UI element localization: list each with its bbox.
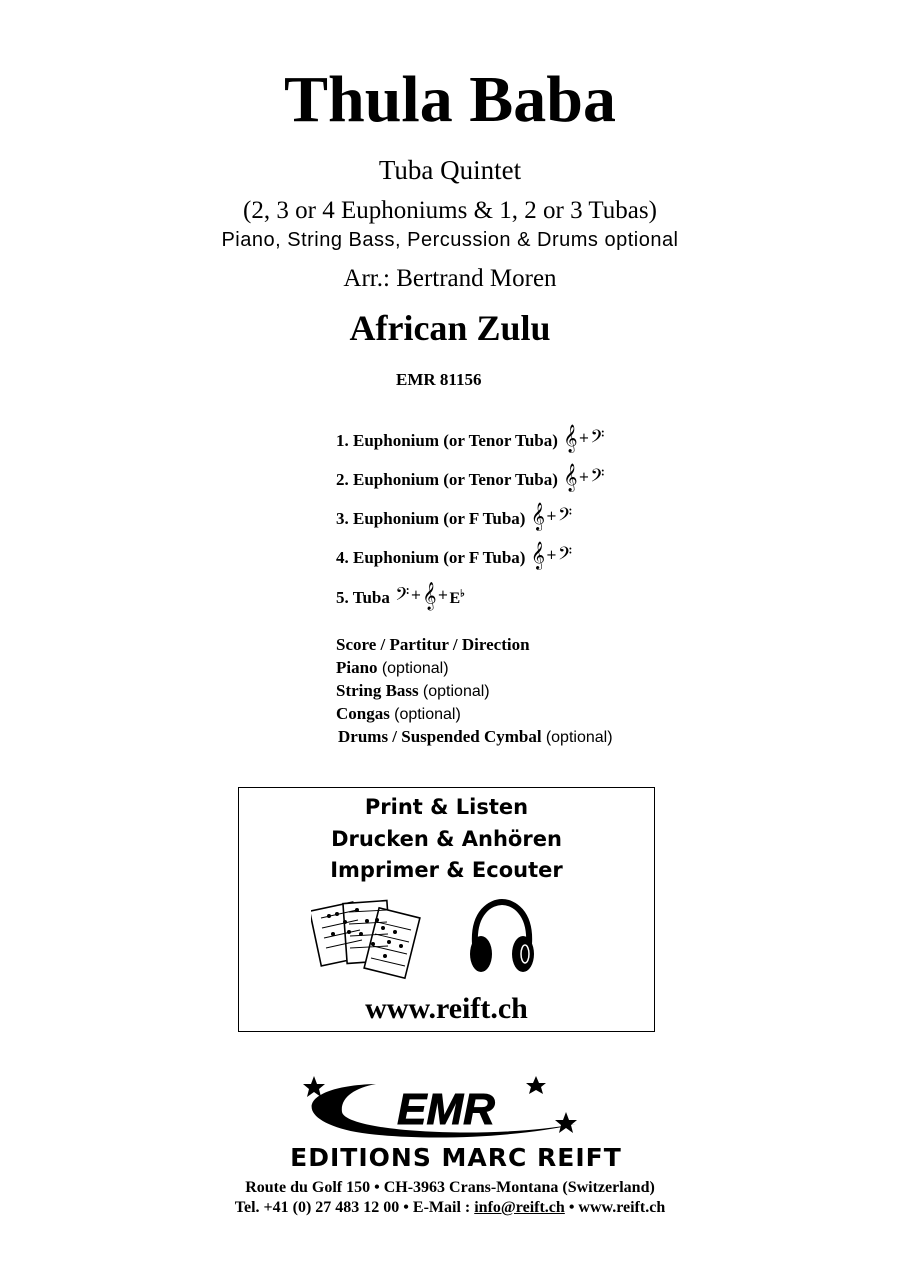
logo-mark: EMR bbox=[397, 1085, 495, 1134]
treble-bass-clef-icon: 𝄞+𝄢 bbox=[563, 424, 605, 452]
part-1 bbox=[336, 424, 605, 454]
extra-score: Score / Partitur / Direction bbox=[336, 635, 530, 654]
extra-congas: Congas (optional) bbox=[336, 704, 461, 723]
headphones-icon bbox=[467, 898, 537, 978]
part-label: 1. Euphonium (or Tenor Tuba) bbox=[336, 431, 558, 450]
footer-address: Route du Golf 150 • CH-3963 Crans-Montana (Switzerland) bbox=[245, 1179, 655, 1196]
extra-piano: Piano (optional) bbox=[336, 658, 449, 677]
treble-bass-clef-icon: 𝄞+𝄢 bbox=[530, 502, 573, 530]
footer-contact: Tel. +41 (0) 27 483 12 00 • E-Mail : info@reift.ch • www.reift.ch bbox=[234, 1199, 666, 1216]
page-title: Thula Baba bbox=[284, 63, 616, 136]
print-listen-box bbox=[238, 787, 655, 1032]
extra-drums: Drums / Suspended Cymbal (optional) bbox=[338, 727, 613, 746]
part-label: 3. Euphonium (or F Tuba) bbox=[336, 509, 526, 528]
subtitle: Tuba Quintet bbox=[378, 155, 522, 185]
sheet-music-icon bbox=[311, 896, 423, 982]
genre: African Zulu bbox=[349, 308, 551, 348]
part-label: 5. Tuba bbox=[336, 587, 390, 607]
bass-treble-eflat-clef-icon: 𝄢+𝄞+E♭ bbox=[395, 581, 465, 610]
promo-line: Print & Listen bbox=[364, 795, 529, 819]
emr-logo bbox=[236, 1072, 676, 1168]
part-label: 4. Euphonium (or F Tuba) bbox=[336, 548, 526, 567]
instrumentation: (2, 3 or 4 Euphoniums & 1, 2 or 3 Tubas) bbox=[243, 197, 657, 224]
catalog-number: EMR 81156 bbox=[396, 370, 482, 389]
promo-url-link[interactable]: www.reift.ch bbox=[365, 992, 528, 1025]
optional-instruments: Piano, String Bass, Percussion & Drums optional bbox=[221, 229, 679, 251]
tuba-alt-label: E bbox=[449, 590, 461, 608]
part-4 bbox=[336, 541, 573, 571]
promo-line: Imprimer & Ecouter bbox=[330, 858, 563, 882]
part-2 bbox=[336, 463, 605, 493]
part-5 bbox=[336, 581, 465, 611]
email-link[interactable]: info@reift.ch bbox=[474, 1199, 565, 1216]
treble-bass-clef-icon: 𝄞+𝄢 bbox=[563, 463, 605, 491]
promo-line: Drucken & Anhören bbox=[331, 827, 562, 851]
part-3 bbox=[336, 502, 573, 532]
logo-name: EDITIONS MARC REIFT bbox=[290, 1143, 622, 1168]
treble-bass-clef-icon: 𝄞+𝄢 bbox=[530, 541, 573, 569]
extra-string-bass: String Bass (optional) bbox=[336, 681, 490, 700]
arranger: Arr.: Bertrand Moren bbox=[343, 265, 557, 292]
part-label: 2. Euphonium (or Tenor Tuba) bbox=[336, 470, 558, 489]
